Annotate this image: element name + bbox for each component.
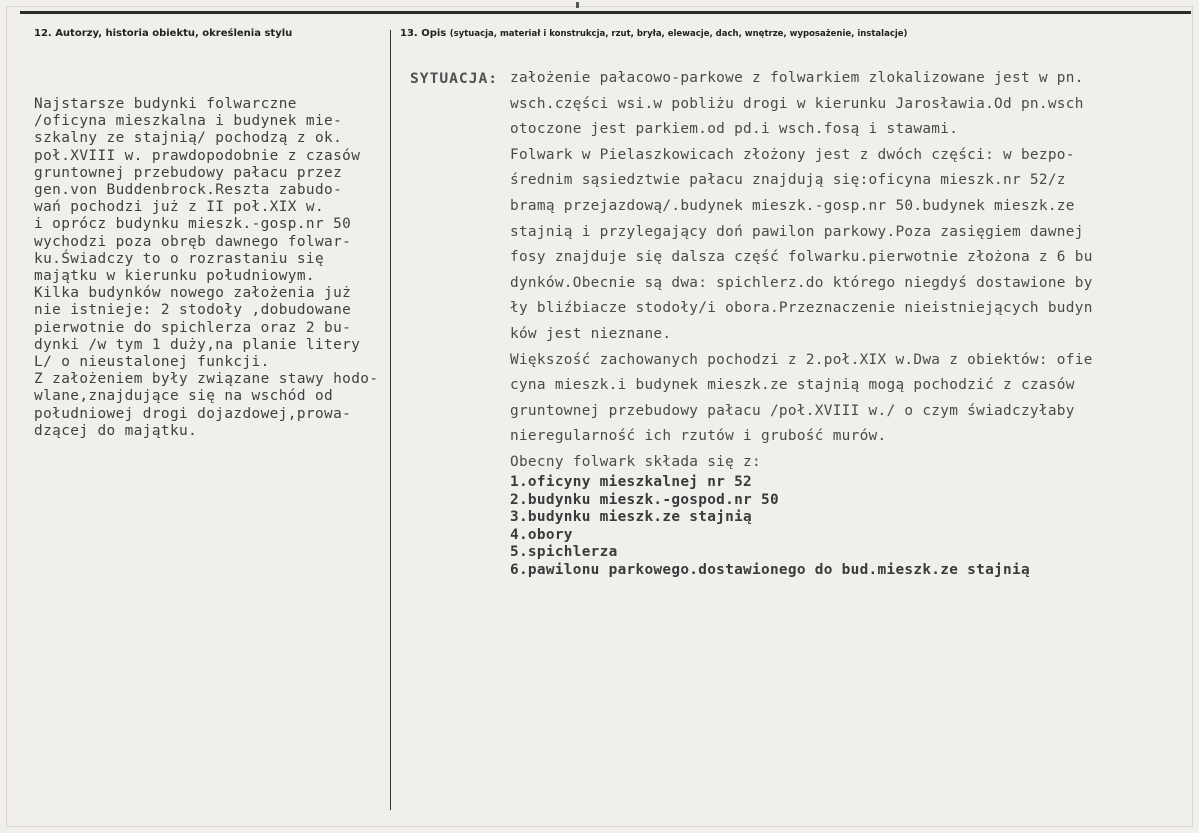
description-line: stajnią i przylegający doń pawilon parkowy.Poza zasięgiem dawnej — [510, 223, 1084, 240]
history-line: szkalny ze stajnią/ pochodzą z ok. — [34, 130, 343, 147]
description-text — [510, 66, 1190, 476]
history-line: pierwotnie do spichlerza oraz 2 bu- — [34, 319, 352, 336]
description-line: założenie pałacowo-parkowe z folwarkiem zlokalizowane jest w pn. — [510, 70, 1084, 86]
history-line: południowej drogi dojazdowej,prowa- — [34, 405, 352, 422]
history-line: gen.von Buddenbrock.Reszta zabudo- — [34, 182, 343, 199]
description-line: nieregularność ich rzutów i grubość murów. — [510, 428, 887, 445]
description-line: średnim sąsiedztwie pałacu znajdują się:oficyna mieszk.nr 52/z — [510, 172, 1066, 189]
description-line: ków jest nieznane. — [510, 325, 672, 342]
history-line: nie istnieje: 2 stodoły ,dobudowane — [34, 302, 352, 319]
description-line: cyna mieszk.i budynek mieszk.ze stajnią mogą pochodzić z czasów — [510, 377, 1075, 394]
description-line: bramą przejazdową/.budynek mieszk.-gosp.nr 50.budynek mieszk.ze — [510, 197, 1075, 214]
list-item: 1.oficyny mieszkalnej nr 52 — [510, 474, 753, 490]
description-line: wsch.części wsi.w pobliżu drogi w kierunku Jarosławia.Od pn.wsch — [510, 95, 1084, 112]
description-line: gruntownej przebudowy pałacu /poł.XVIII w./ o czym świadczyłaby — [510, 402, 1075, 419]
description-line: fosy znajduje się dalsza część folwarku.pierwotnie złożona z 6 bu — [510, 249, 1093, 266]
list-item: 6.pawilonu parkowego.dostawionego do bud.mieszk.ze stajnią — [510, 561, 1030, 578]
field-13-heading — [400, 28, 907, 39]
history-line: /oficyna mieszkalna i budynek mie- — [34, 113, 343, 130]
history-line: Kilka budynków nowego założenia już — [34, 285, 352, 302]
field-13-label: 13. Opis — [400, 28, 447, 39]
building-list — [510, 474, 1030, 580]
field-13-sublabel: (sytuacja, materiał i konstrukcja, rzut, bryła, elewacje, dach, wnętrze, wyposażenie, instalacje) — [449, 29, 908, 39]
top-rule — [20, 11, 1191, 14]
history-text — [34, 96, 414, 440]
description-line: Obecny folwark składa się z: — [510, 453, 761, 470]
list-item: 4.obory — [510, 526, 573, 543]
list-item: 2.budynku mieszk.-gospod.nr 50 — [510, 491, 779, 508]
description-line: Większość zachowanych pochodzi z 2.poł.XIX w.Dwa z obiektów: ofie — [510, 351, 1093, 368]
history-line: wlane,znajdujące się na wschód od — [34, 388, 334, 405]
center-mark — [576, 2, 579, 8]
field-12-label: 12. Autorzy, historia obiektu, określenia stylu — [34, 28, 293, 39]
history-line: L/ o nieustalonej funkcji. — [34, 354, 270, 371]
history-line: wychodzi poza obręb dawnego folwar- — [34, 233, 352, 250]
description-line: dynków.Obecnie są dwa: spichlerz.do którego niegdyś dostawione by — [510, 274, 1093, 291]
description-line: otoczone jest parkiem.od pd.i wsch.fosą i stawami. — [510, 121, 959, 138]
history-line: ku.Świadczy to o rozrastaniu się — [34, 250, 325, 267]
history-line: Najstarsze budynki folwarczne — [34, 96, 297, 112]
description-line: ły bliźbiacze stodoły/i obora.Przeznaczenie nieistniejących budyn — [510, 300, 1093, 317]
history-line: i oprócz budynku mieszk.-gosp.nr 50 — [34, 216, 352, 233]
history-line: wań pochodzi już z II poł.XIX w. — [34, 199, 325, 216]
history-line: gruntownej przebudowy pałacu przez — [34, 164, 343, 181]
history-line: poł.XVIII w. prawdopodobnie z czasów — [34, 147, 361, 164]
history-line: majątku w kierunku południowym. — [34, 268, 315, 285]
history-line: dzącej do majątku. — [34, 422, 198, 439]
list-item: 3.budynku mieszk.ze stajnią — [510, 509, 753, 526]
situation-label: SYTUACJA: — [410, 70, 499, 87]
description-line: Folwark w Pielaszkowicach złożony jest z dwóch części: w bezpo- — [510, 146, 1075, 163]
history-line: Z założeniem były związane stawy hodo- — [34, 371, 379, 388]
history-line: dynki /w tym 1 duży,na planie litery — [34, 336, 361, 353]
list-item: 5.spichlerza — [510, 544, 618, 561]
